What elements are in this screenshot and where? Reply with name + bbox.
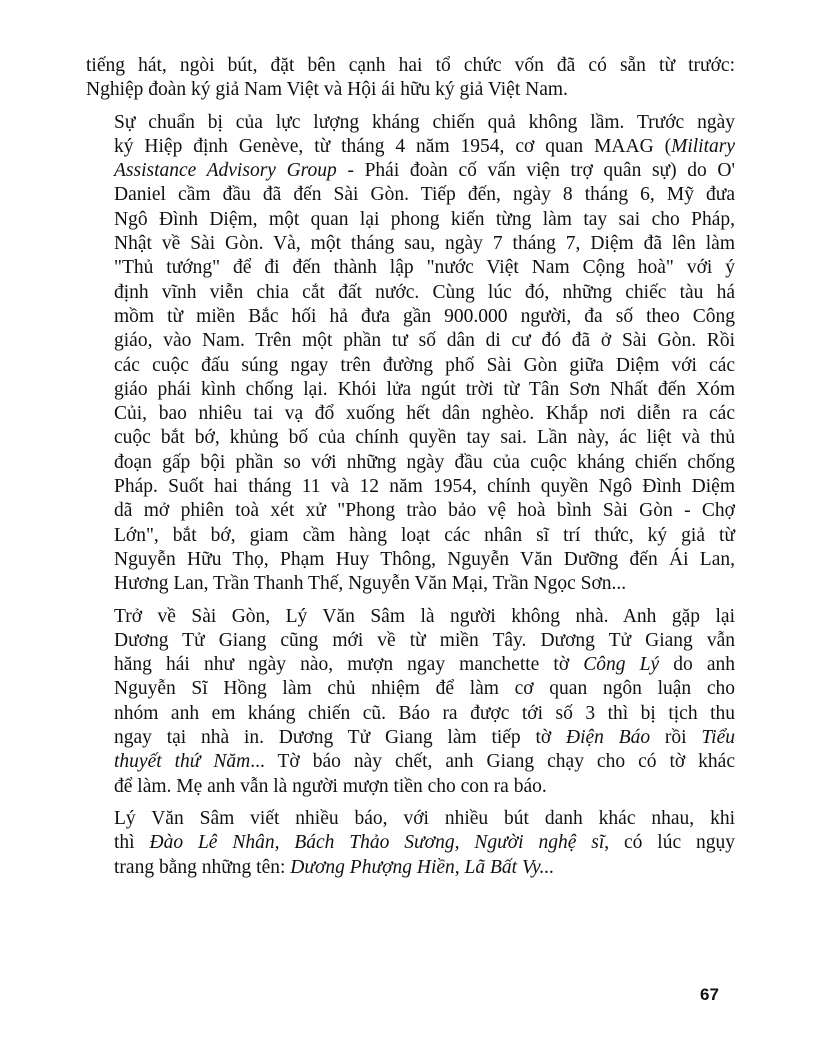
text-line: thì Đào Lê Nhân, Bách Thảo Sương, Người nghệ sĩ, có lúc ngụy [114, 832, 736, 854]
text-line: Củi, bao nhiêu tai vạ đổ xuống hết dân nghèo. Khắp nơi diễn ra các [114, 403, 735, 425]
paragraph-2 [86, 111, 735, 597]
text-line: Dương Tử Giang cũng mới về từ miền Tây. Dương Tử Giang vẫn [114, 629, 735, 651]
text-line: mồm từ miền Bắc hối hả đưa gần 900.000 người, đa số theo Công [114, 305, 735, 327]
text-line: Ngô Đình Diệm, một quan lại phong kiến từng làm tay sai cho Pháp, [114, 208, 735, 230]
text-line: các cuộc đấu súng ngay trên đường phố Sài Gòn giữa Diệm với các [114, 354, 735, 376]
text-line: Daniel cầm đầu đã đến Sài Gòn. Tiếp đến, ngày 8 tháng 6, Mỹ đưa [114, 184, 735, 206]
text-line: thuyết thứ Năm... Tờ báo này chết, anh Giang chạy cho có tờ khác [114, 751, 735, 773]
text-line: Pháp. Suốt hai tháng 11 và 12 năm 1954, chính quyền Ngô Đình Diệm [114, 476, 735, 498]
text-line: Nhật về Sài Gòn. Và, một tháng sau, ngày 7 tháng 7, Diệm đã lên làm [114, 233, 735, 255]
text-line: hăng hái như ngày nào, mượn ngay manchette tờ Công Lý do anh [114, 654, 735, 676]
paragraph-1 [86, 54, 735, 103]
text-line: để làm. Mẹ anh vẫn là người mượn tiền cho con ra báo. [114, 775, 547, 797]
text-line: Assistance Advisory Group - Phái đoàn cố vấn viện trợ quân sự) do O' [114, 160, 736, 182]
text-line: Nguyễn Hữu Thọ, Phạm Huy Thông, Nguyễn Văn Dưỡng đến Ái Lan, [114, 548, 735, 570]
text-line: dã mở phiên toà xét xử "Phong trào bảo vệ hoà bình Sài Gòn - Chợ [114, 500, 735, 522]
body-text [86, 54, 735, 888]
text-line: nhóm anh em kháng chiến cũ. Báo ra được tới số 3 thì bị tịch thu [114, 702, 735, 724]
text-line: Nghiệp đoàn ký giả Nam Việt và Hội ái hữu ký giả Việt Nam. [86, 79, 568, 101]
text-line: đoạn gấp bội phần so với những ngày đầu của cuộc kháng chiến chống [114, 451, 735, 473]
text-line: Nguyễn Sĩ Hồng làm chủ nhiệm để làm cơ quan ngôn luận cho [114, 678, 735, 700]
text-line: Lý Văn Sâm viết nhiều báo, với nhiều bút danh khác nhau, khi [114, 807, 735, 829]
text-line: Sự chuẩn bị của lực lượng kháng chiến quả không lầm. Trước ngày [114, 111, 735, 133]
text-line: giáo phái kình chống lại. Khói lửa ngút trời từ Tân Sơn Nhất đến Xóm [114, 378, 735, 400]
text-line: định vĩnh viễn chia cắt đất nước. Cùng lúc đó, những chiếc tàu há [114, 281, 735, 303]
text-line: ký Hiệp định Genève, từ tháng 4 năm 1954, cơ quan MAAG (Military [114, 135, 735, 157]
text-line: ngay tại nhà in. Dương Tử Giang làm tiếp tờ Điện Báo rồi Tiểu [114, 727, 735, 749]
text-line: giáo, vào Nam. Trên một phần tư số dân di cư đó đã ở Sài Gòn. Rồi [114, 330, 735, 352]
text-line: Hương Lan, Trần Thanh Thế, Nguyễn Văn Mại, Trần Ngọc Sơn... [114, 573, 627, 595]
text-line: cuộc bắt bớ, khủng bố của chính quyền tay sai. Lần này, ác liệt và thủ [114, 427, 735, 449]
text-line: Lớn", bắt bớ, giam cầm hàng loạt các nhân sĩ trí thức, ký giả từ [114, 524, 735, 546]
text-line: "Thủ tướng" để đi đến thành lập "nước Việt Nam Cộng hoà" với ý [114, 257, 735, 279]
page-number: 67 [700, 985, 719, 1004]
paragraph-4 [86, 807, 735, 880]
text-line: Trở về Sài Gòn, Lý Văn Sâm là người không nhà. Anh gặp lại [114, 605, 735, 627]
text-line: tiếng hát, ngòi bút, đặt bên cạnh hai tổ chức vốn đã có sẵn từ trước: [86, 55, 735, 76]
text-line: trang bằng những tên: Dương Phượng Hiền, Lã Bất Vy... [114, 856, 555, 878]
paragraph-3 [86, 605, 735, 799]
